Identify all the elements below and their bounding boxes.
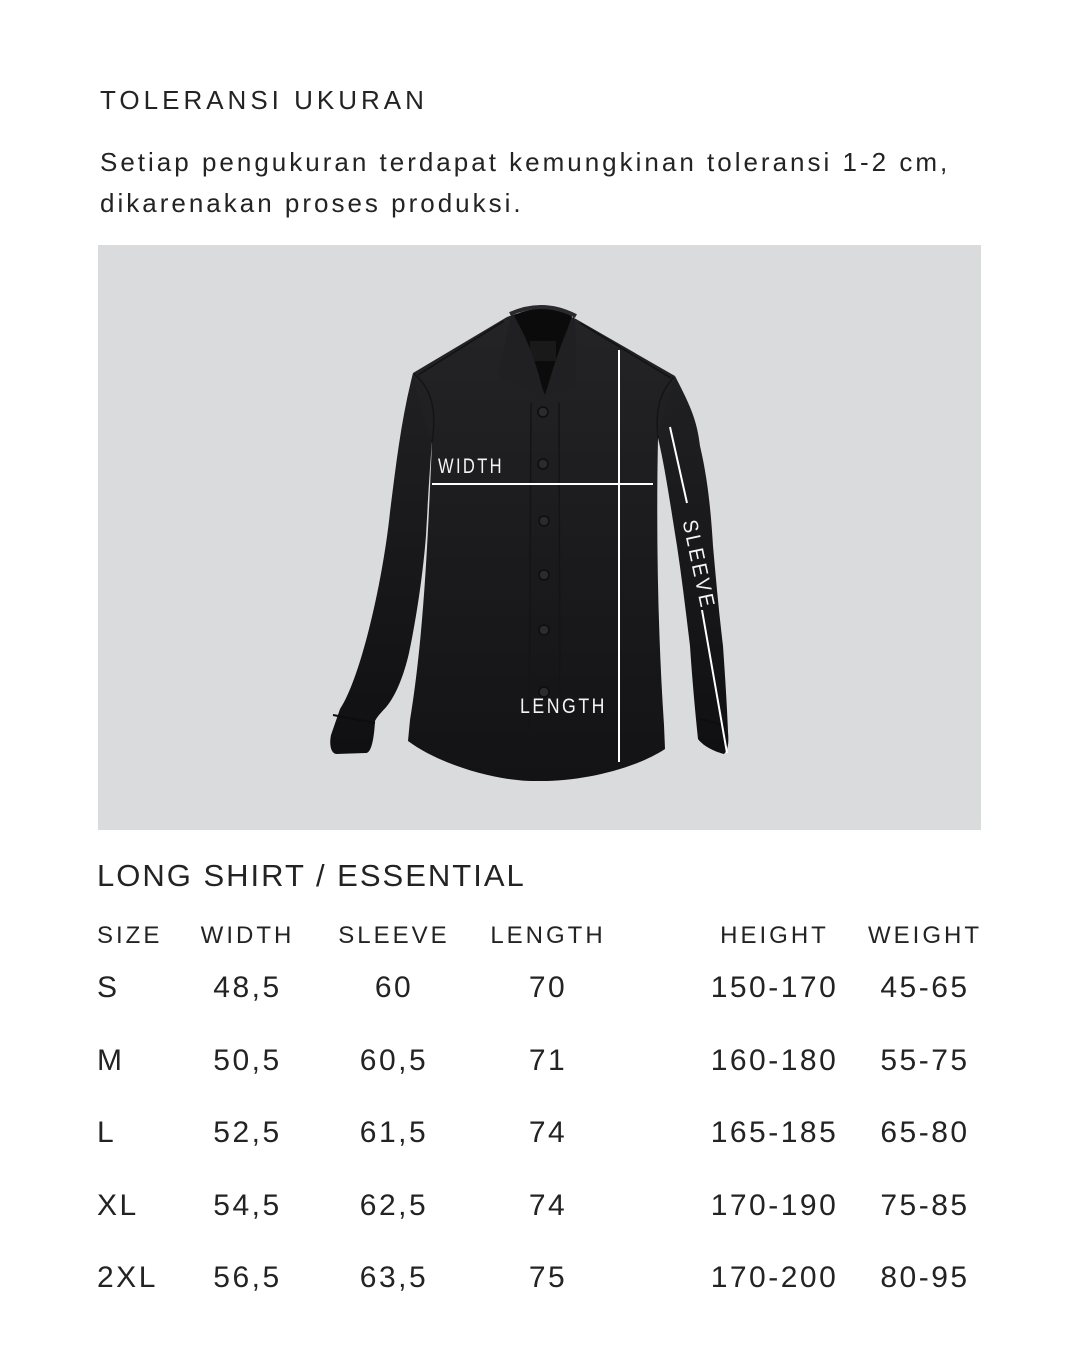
width-label: WIDTH bbox=[438, 455, 504, 478]
size-table bbox=[97, 922, 984, 1334]
cell-length: 74 bbox=[528, 1116, 568, 1149]
cell-width: 52,5 bbox=[213, 1116, 282, 1149]
cell-sleeve: 60 bbox=[374, 971, 414, 1004]
button bbox=[538, 407, 548, 417]
button bbox=[539, 570, 549, 580]
size-table-row bbox=[97, 1116, 984, 1189]
cell-size: S bbox=[97, 971, 120, 1004]
cell-height: 150-170 bbox=[710, 971, 839, 1004]
column-header-length: LENGTH bbox=[490, 922, 606, 949]
button bbox=[539, 625, 549, 635]
column-header-width: WIDTH bbox=[200, 922, 295, 949]
tolerance-description bbox=[100, 142, 950, 224]
size-table-row bbox=[97, 1261, 984, 1334]
size-table-row bbox=[97, 1044, 984, 1117]
cell-size: 2XL bbox=[97, 1261, 158, 1294]
cell-length: 71 bbox=[528, 1043, 568, 1077]
button bbox=[538, 459, 548, 469]
column-header-height: HEIGHT bbox=[720, 922, 829, 949]
sleeve-label: SLEEVE bbox=[677, 517, 721, 621]
cell-size: XL bbox=[97, 1188, 139, 1222]
product-heading: LONG SHIRT / ESSENTIAL bbox=[97, 858, 526, 893]
cell-weight: 45-65 bbox=[880, 971, 970, 1004]
cell-sleeve: 60,5 bbox=[359, 1043, 429, 1077]
tolerance-description-line1: Setiap pengukuran terdapat kemungkinan toleransi 1-2 cm, bbox=[100, 147, 951, 177]
collar-tag bbox=[530, 341, 556, 361]
cell-sleeve: 61,5 bbox=[359, 1116, 429, 1149]
cell-height: 160-180 bbox=[710, 1043, 839, 1077]
cell-width: 54,5 bbox=[213, 1188, 282, 1222]
tolerance-description-line2: dikarenakan proses produksi. bbox=[100, 188, 524, 218]
cell-weight: 75-85 bbox=[880, 1188, 970, 1222]
cell-weight: 55-75 bbox=[880, 1043, 970, 1077]
cell-width: 48,5 bbox=[213, 971, 282, 1004]
column-header-sleeve: SLEEVE bbox=[338, 922, 450, 949]
cell-sleeve: 62,5 bbox=[359, 1188, 429, 1222]
column-header-weight: WEIGHT bbox=[868, 922, 982, 949]
cell-height: 170-200 bbox=[710, 1261, 839, 1294]
cell-size: L bbox=[97, 1116, 117, 1149]
size-table-header-row bbox=[97, 922, 984, 950]
cell-width: 50,5 bbox=[213, 1043, 282, 1077]
cell-length: 75 bbox=[528, 1261, 568, 1294]
page-title: TOLERANSI UKURAN bbox=[100, 85, 428, 115]
button bbox=[539, 516, 549, 526]
shirt-measurement-diagram bbox=[98, 245, 981, 830]
cell-height: 170-190 bbox=[710, 1188, 839, 1222]
shirt-illustration bbox=[98, 245, 981, 830]
cell-height: 165-185 bbox=[710, 1116, 839, 1149]
size-table-row bbox=[97, 971, 984, 1044]
cell-length: 74 bbox=[528, 1188, 568, 1222]
cell-weight: 80-95 bbox=[880, 1261, 970, 1294]
column-header-size: SIZE bbox=[97, 922, 163, 949]
length-label: LENGTH bbox=[520, 695, 607, 718]
cell-sleeve: 63,5 bbox=[359, 1261, 429, 1294]
cell-weight: 65-80 bbox=[880, 1116, 970, 1149]
cell-size: M bbox=[97, 1043, 125, 1077]
cell-length: 70 bbox=[528, 971, 568, 1004]
size-table-body bbox=[97, 971, 984, 1334]
cell-width: 56,5 bbox=[213, 1261, 282, 1294]
size-table-row bbox=[97, 1189, 984, 1262]
